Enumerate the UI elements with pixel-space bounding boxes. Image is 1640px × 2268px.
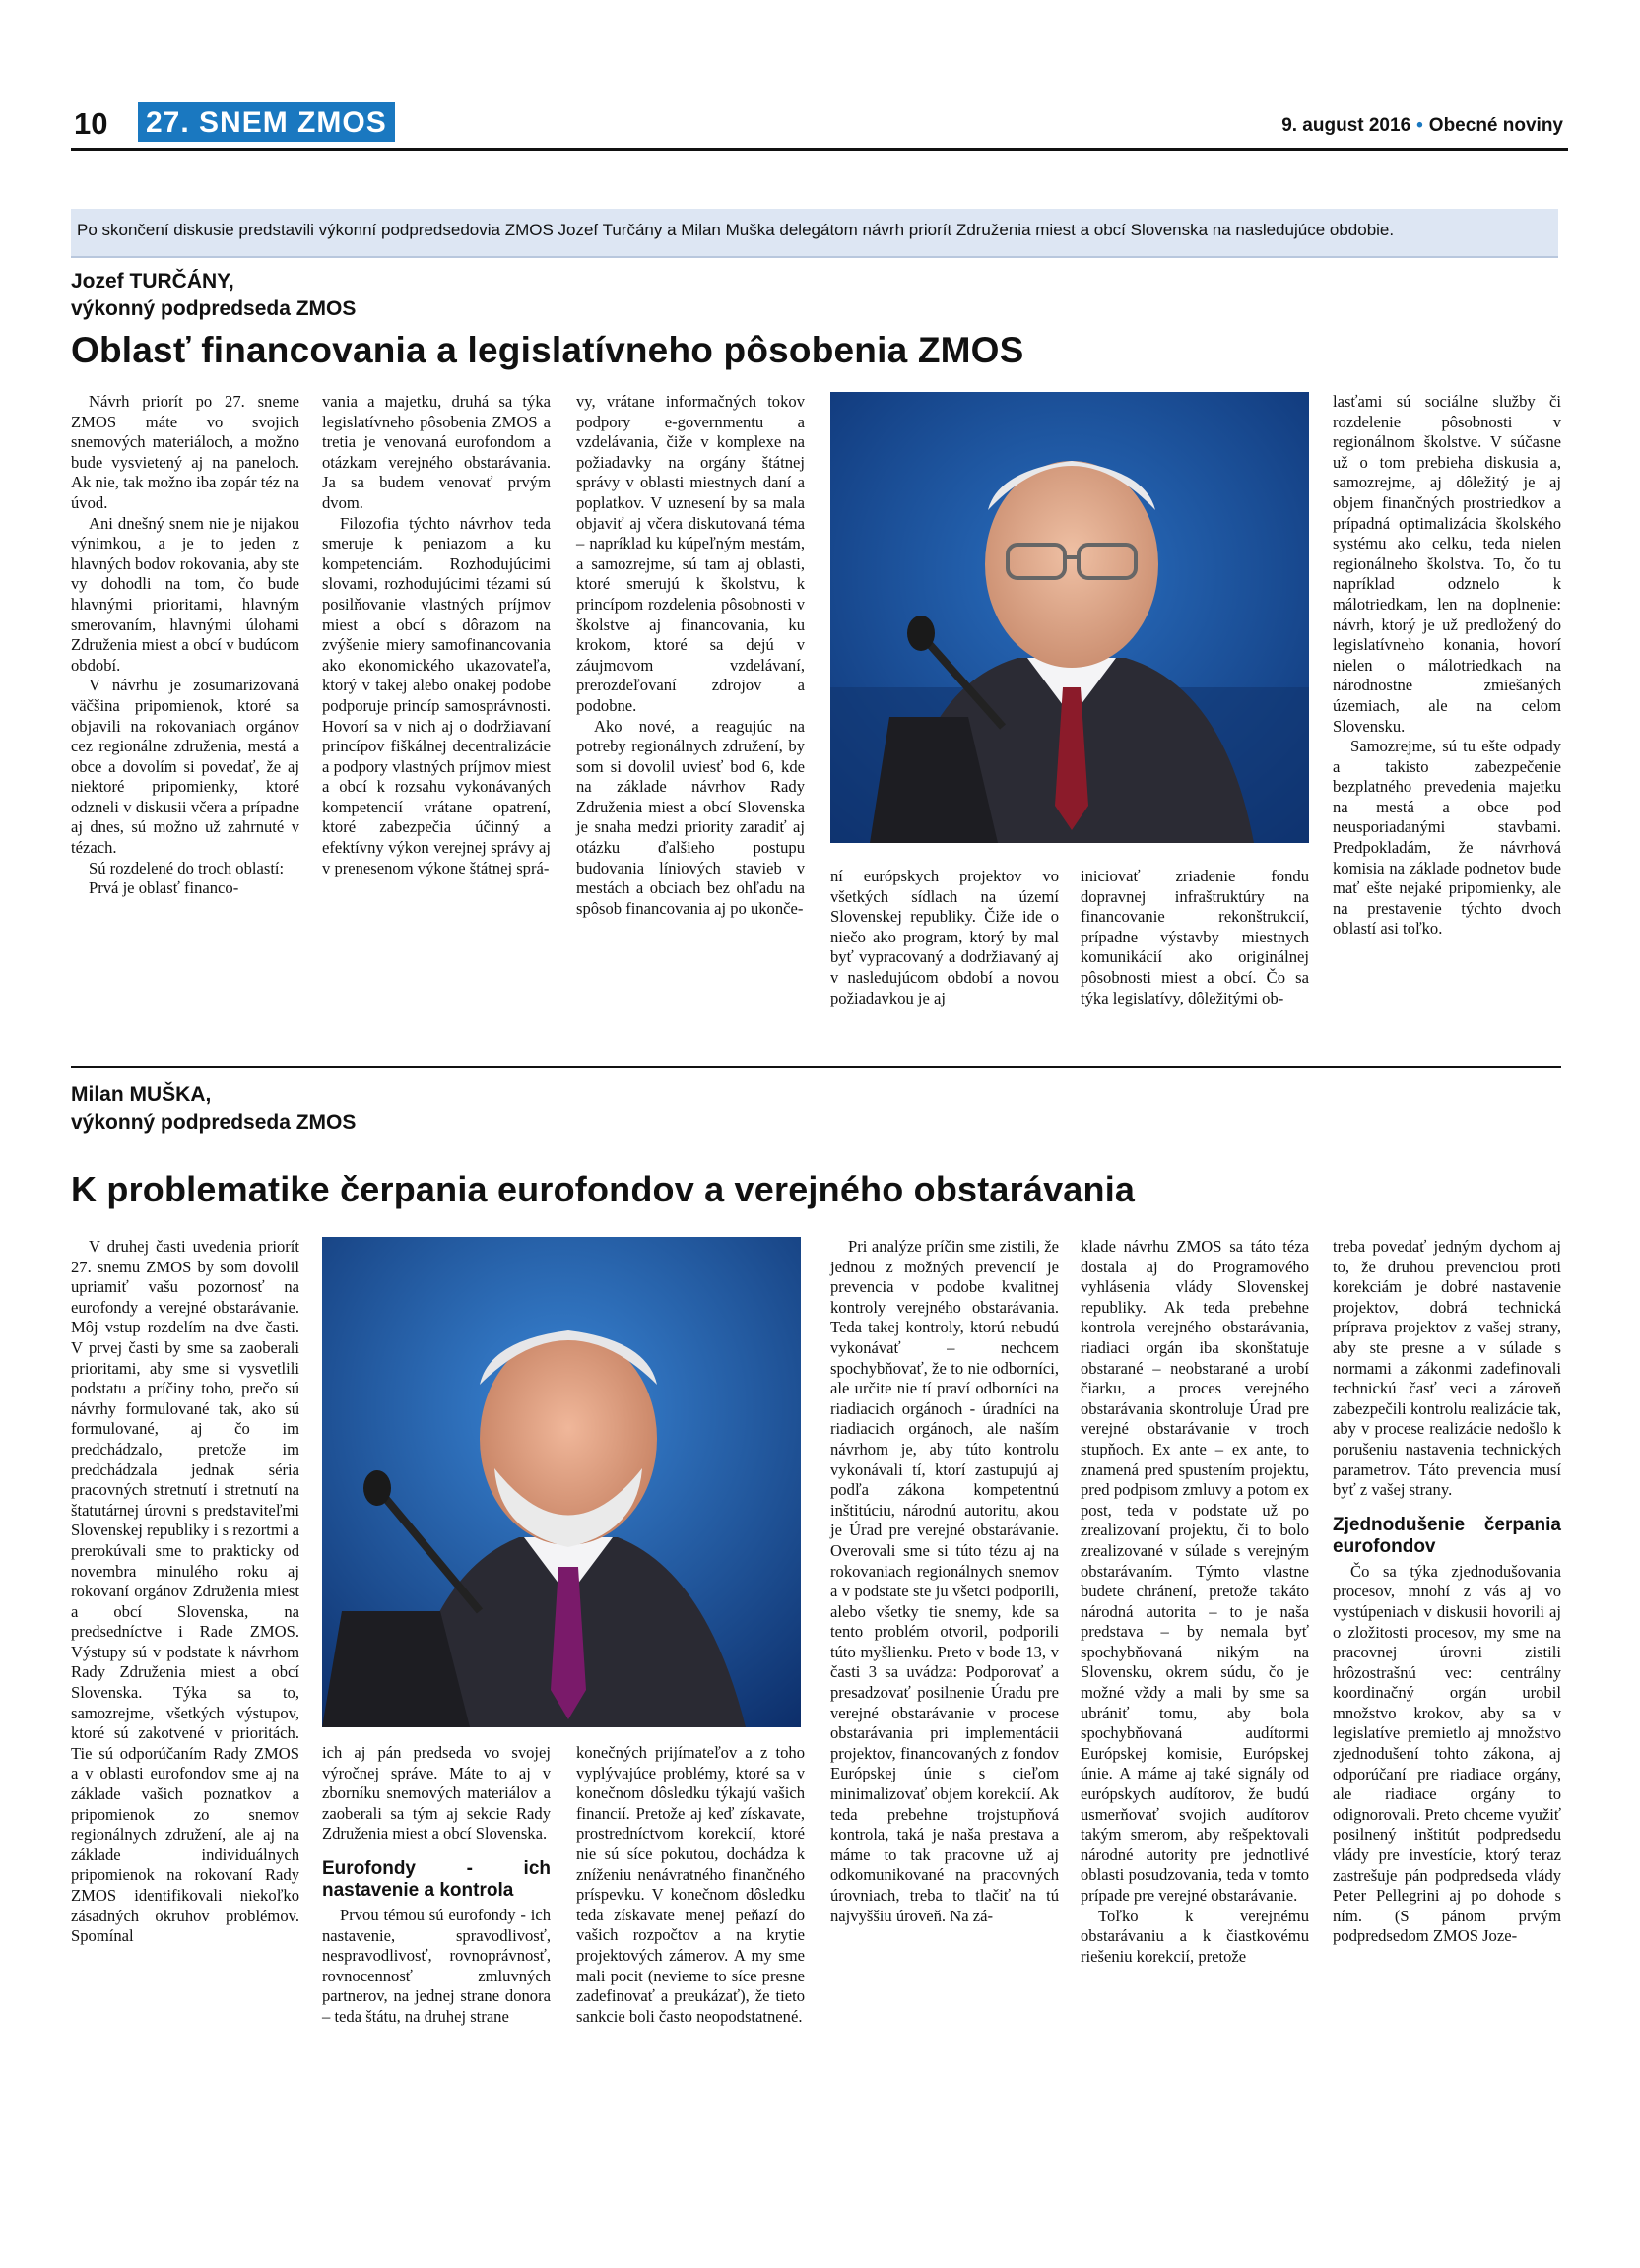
article1-headline: Oblasť financovania a legislatívneho pôsobenia ZMOS	[71, 330, 1024, 370]
paragraph: Filozofia týchto návrhov teda smeruje k peniazom a ku kompetenciám. Rozhodujúcimi slovami, rozhodujúcimi tézami sú posilňovanie vlastných príjmov miest a obcí s dôrazom na zvýšenie miery samofinancovania ako ekonomického ukazovateľa, ktorý v takej alebo onakej podobe podporuje princíp samosprávnosti. Hovorí sa v nich aj o dodržiavaní princípov fiškálnej decentralizácie a podpory vlastných príjmov miest a obcí k rozsahu vykonávaných kompetencií vrátane opatrení, ktoré zabezpečia účinný a efektívny výkon verejnej správy aj v prenesenom výkone štátnej sprá-	[322, 513, 551, 877]
paragraph: Samozrejme, sú tu ešte odpady a takisto zabezpečenie bezplatného prevedenia majetku na mestá a obce pod neusporiadanými stavbami. Predpokladám, že návrhová komisia na základe podnetov bude mať ešte nejaké pripomienky, ale na prestavenie týchto dvoch oblastí asi toľko.	[1333, 737, 1561, 939]
paragraph: V návrhu je zosumarizovaná väčšina pripomienok, ktoré sa objavili na rokovaniach orgánov cez regionálne združenia, mestá a obce a dovolím si povedať, že aj niektoré pripomienky, ktoré odzneli v diskusii včera a prípadne aj dnes, sú možno už zahrnuté v tézach.	[71, 676, 299, 858]
article2-column-5	[1081, 1237, 1309, 1967]
paragraph: ich aj pán predseda vo svojej výročnej správe. Máte to aj v zborníku snemových materiálov a zaoberali sa tým aj sekcie Rady Združenia miest a obcí Slovenska.	[322, 1743, 551, 1844]
article2-headline: K problematike čerpania eurofondov a verejného obstarávania	[71, 1169, 1136, 1209]
subheading-eurofondy: Eurofondy - ich nastavenie a kontrola	[322, 1857, 551, 1901]
bullet-separator: •	[1416, 115, 1423, 136]
photo-jozef-turcany	[830, 392, 1309, 843]
paragraph: Sú rozdelené do troch oblastí:	[89, 858, 285, 877]
paragraph: lasťami sú sociálne služby či rozdelenie pôsobnosti v regionálnom školstve. V súčasne už o tom prebieha diskusia a, samozrejme, aj dôležitý je aj objem finančných prostriedkov a prípadná optimalizácia školského systému ako celku, teda nielen regionálneho školstva. To, čo tu napríklad odznelo k málotriedkam, len na doplnenie: návrh, ktorý je už predložený do legislatívneho konania, hovorí nielen o málotriedkach na národnostne zmiešaných územiach, ale na celom Slovensku.	[1333, 392, 1561, 736]
paragraph: Toľko k verejnému obstarávaniu a k čiastkovému riešeniu korekcií, pretože	[1081, 1906, 1309, 1966]
article2-author-role: výkonný podpredseda ZMOS	[71, 1111, 357, 1134]
issue-date: 9. august 2016	[1281, 115, 1411, 136]
paragraph: ní európskych projektov vo všetkých sídlach na území Slovenskej republiky. Čiže ide o niečo ako program, ktorý by mal byť vypracovaný a dodržiavaný aj v nasledujúcom období a novou požiadavkou je aj	[830, 867, 1059, 1007]
paragraph: treba povedať jedným dychom aj to, že druhou prevenciou proti korekciám je dobré nastavenie projektov, dobrá technická príprava projektov z vašej strany, aby ste presne a v súlade s normami a zákonmi zadefinovali technickú časť veci a zároveň zabezpečili kontrolu realizácie tak, aby v procese realizácie nedošlo k porušeniu nastavenia technických parametrov. Táto prevencia musí byť z vašej strany.	[1333, 1237, 1561, 1500]
article1-column-3	[576, 392, 805, 919]
paragraph: iniciovať zriadenie fondu dopravnej infraštruktúry na financovanie rekonštrukcií, prípadne výstavby miestnych komunikácií ako originálnej pôsobnosti miest a obcí. Čo sa týka legislatívy, dôležitými ob-	[1081, 867, 1309, 1007]
paragraph: Prvou témou sú eurofondy - ich nastavenie, spravodlivosť, nespravodlivosť, rovnoprávnosť, rovnocennosť zmluvných partnerov, na jednej strane donora – teda štátu, na druhej strane	[322, 1905, 551, 2026]
article1-column-6	[1333, 392, 1561, 940]
article1-column-4	[830, 867, 1059, 1008]
paragraph: konečných prijímateľov a z toho vyplývajúce problémy, ktoré sa v konečnom dôsledku týkajú vašich financií. Pretože aj keď získavate, prostredníctvom korekcií, ktoré nie sú síce pokutou, dochádza k zníženiu nenávratného finančného príspevku. V konečnom dôsledku teda získavate menej peňazí do vašich rozpočtov a na krytie projektových zámerov. A my sme mali pocit (nevieme to síce presne zadefinovať a preukázať), že tieto sankcie boli často neopodstatnené.	[576, 1743, 805, 2026]
article1-author-name: Jozef TURČÁNY,	[71, 270, 234, 292]
paragraph: Prvá je oblasť financo-	[89, 878, 239, 898]
paragraph: Čo sa týka zjednodušovania procesov, mnohí z vás aj vo vystúpeniach v diskusii hovorili aj o zložitosti procesov, my sme na pracovnej úrovni zistili hrôzostrašnú vec: centrálny koordinačný orgán urobil množstvo krokov, aby sa v legislatíve premietlo aj množstvo zjednodušení tohto zákona, aj odporúčaní pre riadiace orgány, ale riadiace orgány to odignorovali. Preto chceme využiť posilnený inštitút podpredsedu vlády pre investície, ktorý teraz zastrešuje pán podpredseda vlády Peter Pellegrini aj po dohode s ním. (S pánom prvým podpredsedom ZMOS Joze-	[1333, 1561, 1561, 1946]
portrait-image	[322, 1237, 801, 1727]
paragraph: vy, vrátane informačných tokov podpory e-governmentu a vzdelávania, čiže v komplexe na požiadavky na orgány štátnej správy v oblasti miestnych daní a poplatkov. V uznesení by sa mala objaviť aj včera diskutovaná téma – napríklad ku kúpeľným mestám, a samozrejme, sú tam aj oblasti, ktoré smerujú k školstvu, k princípom rozdelenia pôsobnosti v školstve aj financovania, ku krokom, ktoré sa dejú v záujmovom vzdelávaní, prerozdeľovaní zdrojov a podobne.	[576, 392, 805, 715]
paragraph: V druhej časti uvedenia priorít 27. snemu ZMOS by som dovolil upriamiť vašu pozornosť na eurofondy a verejné obstarávanie. Môj vstup rozdelím na dve časti. V prvej časti by sme sa zaoberali prioritami, aby sme si vysvetlili podstatu a príčiny toho, prečo sú návrhy formulované tak, ako sú formulované, aj čo im predchádzalo, pretože im predchádzala jednak séria pracovných stretnutí i stretnutí na štatutárnej úrovni s predstaviteľmi Slovenskej republiky i s rezortmi a prerokúvali sme to prakticky od novembra minulého roku aj rokovaní orgánov Združenia miest a obcí Slovenska, na predsedníctve i Rade ZMOS. Výstupy sú v podstate k návrhom Rady Združenia miest a obcí Slovenska. Týka sa to, samozrejme, všetkých výstupov, ktoré sú zakotvené v prioritách. Tie sú odporúčaním Rady ZMOS a v oblasti eurofondov sme aj na základe vašich poznatkov a pripomienok zo snemov regionálnych združení, ale aj na základe individuálnych pripomienok na rokovaní Rady ZMOS identifikovali niekoľko zásadných okruhov problémov. Spomínal	[71, 1237, 299, 1946]
paragraph: Ako nové, a reagujúc na potreby regionálnych združení, by som si dovolil uviesť bod 6, kde na základe návrhov Rady Združenia miest a obcí Slovenska je snaha medzi priority zaradiť aj otázku ďalšieho postupu budovania líniových stavieb v mestách a obciach bez ohľadu na spôsob financovania aj po ukonče-	[576, 716, 805, 918]
paragraph: Návrh priorít po 27. sneme ZMOS máte vo svojich snemových materiáloch, a možno bude vysvietený aj na paneloch. Ak nie, tak možno iba zopár téz na úvod.	[71, 392, 299, 512]
intro-text: Po skončení diskusie predstavili výkonní podpredsedovia ZMOS Jozef Turčány a Milan Muška delegátom návrh priorít Združenia miest a obcí Slovenska na nasledujúce obdobie.	[77, 221, 1395, 239]
article2-column-6	[1333, 1237, 1561, 1947]
portrait-image	[830, 392, 1309, 843]
article2-column-1	[71, 1237, 299, 1947]
header-rule	[71, 148, 1568, 151]
photo-milan-muska	[322, 1237, 801, 1727]
article2-column-4	[830, 1237, 1059, 1926]
paragraph: Ani dnešný snem nie je nijakou výnimkou, a je to jeden z hlavných bodov rokovania, aby ste vy dohodli na tom, čo bude hlavnými prioritami, hlavným smerovaním, hlavnými úlohami Združenia miest a obcí v budúcom období.	[71, 513, 299, 675]
article-divider	[71, 1066, 1561, 1068]
article1-author-role: výkonný podpredseda ZMOS	[71, 297, 357, 320]
article1-column-1	[71, 392, 299, 899]
article2-column-3	[576, 1743, 805, 2027]
article2-author-name: Milan MUŠKA,	[71, 1083, 212, 1106]
article1-column-5	[1081, 867, 1309, 1008]
paragraph: Pri analýze príčin sme zistili, že jednou z možných prevencií je prevencia v podobe kvalitnej kontroly verejného obstarávania. Teda takej kontroly, ktorú nebudú vykonávať – nechcem spochybňovať, že to nie odborníci, ale určite nie tí praví odborníci na riadiacich orgánoch - úradníci na riadiacich orgánoch, ale naším návrhom je, aby túto kontrolu vykonávali tí, ktorí zastupujú aj podľa zákona kompetentnú inštitúciu, národnú autoritu, akou je Úrad pre verejné obstarávanie. Overovali sme si túto tézu aj na rokovaniach regionálnych snemov a v podstate ste ju všetci podporili, alebo všetky tie snemy, kde sa tento problém otvoril, podporili túto myšlienku. Preto v bode 13, v časti 3 sa uvádza: Podporovať a presadzovať posilnenie Úradu pre verejné obstarávanie v procese obstarávania pri implementácii projektov, financovaných z fondov Európskej únie s cieľom minimalizovať objem korekcií. Ak teda prebehne trojstupňová kontrola, taká je naša prestava a máme to tak pracovne už aj odkomunikované na pracovných úrovniach, treba to tlačiť na tú najvyššiu úroveň. Na zá-	[830, 1237, 1059, 1925]
publication-name: Obecné noviny	[1428, 115, 1563, 136]
page-number: 10	[74, 106, 108, 141]
article2-column-2	[322, 1743, 551, 2028]
subheading-zjednodusenie: Zjednodušenie čerpania eurofondov	[1333, 1514, 1561, 1557]
dateline	[1281, 114, 1563, 138]
paragraph: klade návrhu ZMOS sa táto téza dostala aj do Programového vyhlásenia vlády Slovenskej republiky. Ak teda prebehne kontrola verejného obstarávania, riadiaci orgán iba skonštatuje obstarané – neobstarané a urobí čiarku, a proces verejného obstarávania skontroluje Úrad pre verejné obstarávanie v troch stupňoch. Ex ante – ex ante, to znamená pred spustením projektu, pred podpisom zmluvy a potom ex post, teda v podstate už po zrealizovaní projektu, či to bolo zrealizované v súlade s verejným obstarávaním. Týmto vlastne budete chránení, pretože takáto národná autorita – to je naša predstava – by nemala byť spochybňovaná nikým na Slovensku, okrem súdu, čo je možné vždy a mali by sme sa ubrániť tomu, aby bola spochybňovaná audítormi Európskej komisie, Európskej únie. A máme aj také signály od európskych audítorov, že budú usmerňovať svojich audítorov takým smerom, aby rešpektovali národné autority pre jednotlivé oblasti posudzovania, teda v tomto prípade pre verejné obstarávanie.	[1081, 1237, 1309, 1905]
section-label: 27. SNEM ZMOS	[138, 102, 395, 142]
article1-column-2	[322, 392, 551, 878]
paragraph: vania a majetku, druhá sa týka legislatívneho pôsobenia ZMOS a tretia je venovaná eurofondom a otázkam verejného obstarávania. Ja sa budem venovať prvým dvom.	[322, 392, 551, 512]
